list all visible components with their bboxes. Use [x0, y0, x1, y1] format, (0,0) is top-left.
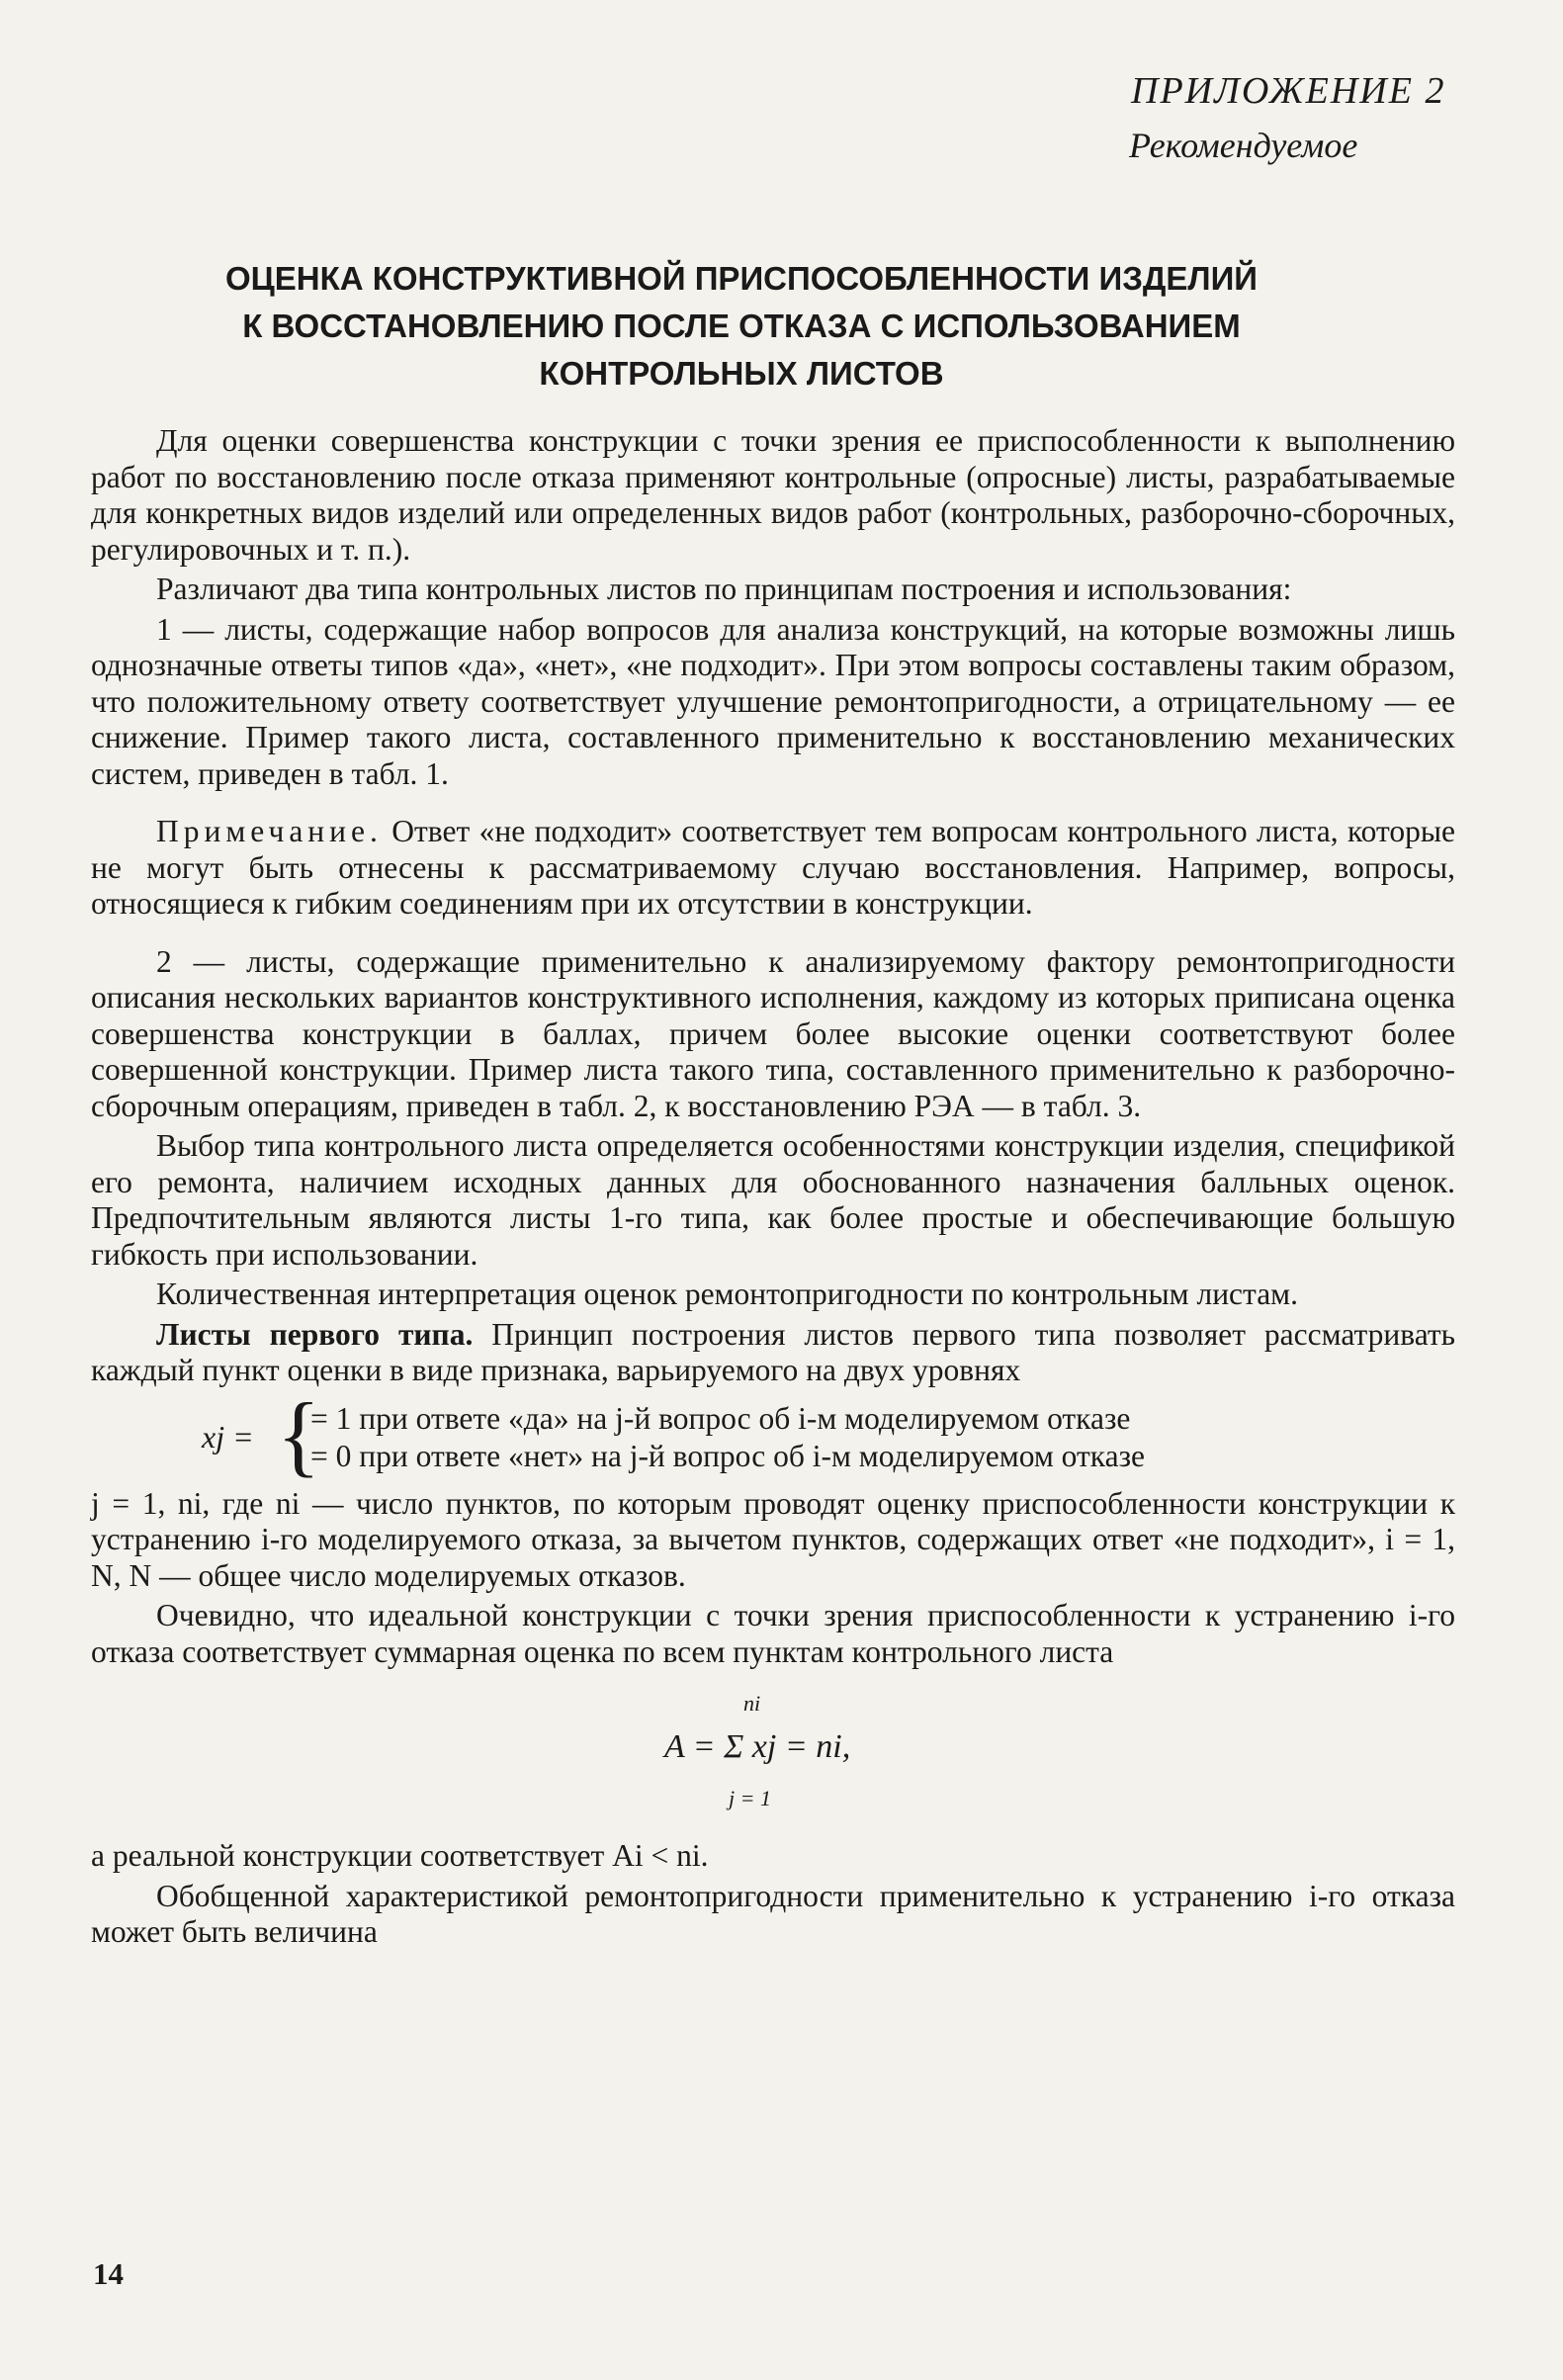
first-type-text: Принцип построения листов первого типа позволяет рассматривать каждый пункт оценки в виде признака, варьируемого на двух уровнях	[91, 1316, 1456, 1387]
recommended-label: Рекомендуемое	[1129, 126, 1358, 165]
paragraph-real: а реальной конструкции соответствует Ai < ni.	[91, 1838, 709, 1873]
formula-xj-lhs: xj =	[202, 1418, 254, 1454]
title-line-1: ОЦЕНКА КОНСТРУКТИВНОЙ ПРИСПОСОБЛЕННОСТИ ИЗДЕЛИЙ	[224, 260, 1259, 297]
paragraph-generalized: Обобщенной характеристикой ремонтопригодности применительно к устранению i-го отказа может быть величина	[91, 1878, 1455, 1949]
paragraph-types: Различают два типа контрольных листов по принципам построения и использования:	[156, 572, 1292, 606]
paragraph-intro: Для оценки совершенства конструкции с точки зрения ее приспособленности к выполнению работ по восстановлению после отказа применяют контрольные (опросные) листы, разрабатываемые для конкретных видов изделий или определенных видов работ (контрольных, разборочно-сборочных, регулировочных и т. п.).	[91, 423, 1455, 567]
paragraph-definitions: j = 1, ni, где ni — число пунктов, по которым проводят оценку приспособленности конструкции к устранению i-го моделируемого отказа, за вычетом пунктов, содержащих ответ «не подходит», i = 1, N, N — общее число моделируемых отказов.	[91, 1485, 1455, 1593]
formula-sum	[91, 1686, 1455, 1834]
paragraph-type-1: 1 — листы, содержащие набор вопросов для анализа конструкций, на которые возможны лишь однозначные ответы типов «да», «нет», «не подходит». При этом вопросы составлены таким образом, что положительному ответу соответствует улучшение ремонтопригодности, а отрицательному — ее снижение. Пример такого листа, составленного применительно к восстановлению механических систем, приведен в табл. 1.	[91, 611, 1455, 791]
formula-xj	[91, 1383, 1455, 1485]
title-line-2: К ВОССТАНОВЛЕНИЮ ПОСЛЕ ОТКАЗА С ИСПОЛЬЗОВАНИЕМ	[242, 308, 1241, 344]
note-label: Примечание.	[156, 814, 383, 848]
note-text: Ответ «не подходит» соответствует тем вопросам контрольного листа, которые не могут быть отнесены к рассматриваемому случаю восстановления. Например, вопросы, относящиеся к гибким соединениям при их отсутствии в конструкции.	[91, 814, 1455, 921]
page-number: 14	[93, 2256, 124, 2291]
first-type-heading: Листы первого типа.	[156, 1316, 474, 1352]
paragraph-ideal: Очевидно, что идеальной конструкции с точки зрения приспособленности к устранению i-го отказа соответствует суммарная оценка по всем пунктам контрольного листа	[91, 1598, 1455, 1669]
paragraph-first-type	[91, 1317, 1455, 1389]
formula-xj-line-2: = 0 при ответе «нет» на j-й вопрос об i-м моделируемом отказе	[310, 1438, 1146, 1473]
paragraph-type-2: 2 — листы, содержащие применительно к анализируемому фактору ремонтопригодности описания нескольких вариантов конструктивного исполнения, каждому из которых приписана оценка совершенства конструкции в баллах, причем более высокие оценки соответствуют более совершенной конструкции. Пример листа такого типа, составленного применительно к разборочно-сборочным операциям, приведен в табл. 2, к восстановлению РЭА — в табл. 3.	[91, 943, 1455, 1123]
paragraph-choice: Выбор типа контрольного листа определяется особенностями конструкции изделия, спецификой его ремонта, наличием исходных данных для обоснованного назначения балльных оценок. Предпочтительным являются листы 1-го типа, как более простые и обеспечивающие большую гибкость при использовании.	[91, 1128, 1455, 1272]
formula-sum-main: A = Σ xj = ni,	[664, 1728, 851, 1765]
formula-brace: {	[277, 1383, 321, 1485]
note-paragraph	[91, 814, 1455, 923]
formula-sum-lower: j = 1	[729, 1786, 771, 1810]
title-line-3: КОНТРОЛЬНЫХ ЛИСТОВ	[539, 355, 944, 392]
formula-xj-line-1: = 1 при ответе «да» на j-й вопрос об i-м моделируемом отказе	[310, 1400, 1131, 1436]
document-title	[148, 255, 1335, 397]
paragraph-interpretation: Количественная интерпретация оценок ремонтопригодности по контрольным листам.	[156, 1277, 1298, 1311]
body-text	[91, 423, 1455, 1955]
appendix-label: ПРИЛОЖЕНИЕ 2	[1131, 70, 1446, 112]
formula-sum-upper: ni	[743, 1691, 761, 1716]
